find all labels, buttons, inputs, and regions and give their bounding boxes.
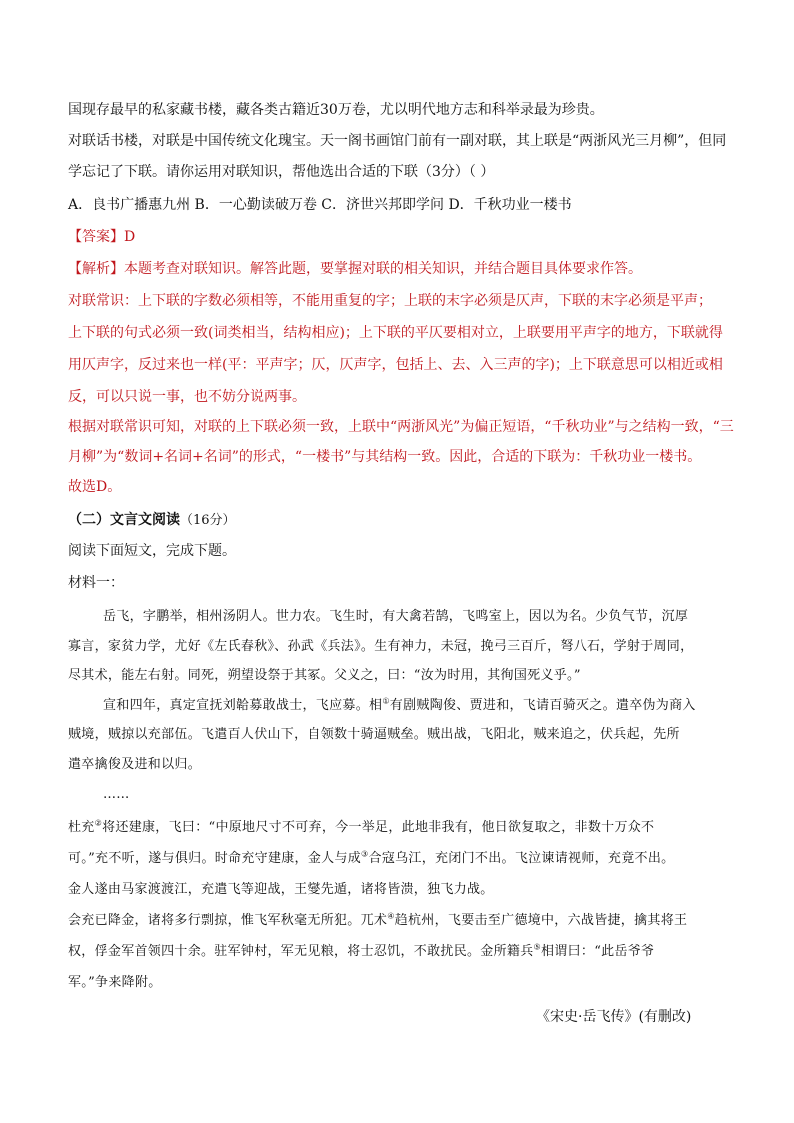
passage-line-3: 尽其术，能左右射。同死，朔望设祭于其冢。父义之，曰：“汝为时用，其徇国死义乎。” [68, 668, 581, 683]
passage-line-12: 军。”争来降附。 [68, 975, 162, 990]
footnote-marker-5: ⑤ [533, 942, 541, 952]
passage-line-10 [68, 912, 687, 930]
passage-text: 相谓曰：“此岳爷爷 [541, 944, 655, 959]
passage-text: 合寇乌江，充闭门不出。飞泣谏请视师，充竟不出。 [368, 851, 675, 866]
footnote-marker-4: ④ [387, 911, 395, 921]
analysis-line-8: 故选D。 [68, 479, 122, 495]
passage-text: 会充已降金，诸将多行剽掠，惟飞军秋毫无所犯。兀术 [68, 913, 388, 928]
passage-line-5: 贼境，贼掠以充部伍。飞遣百人伏山下，自领数十骑逼贼垒。贼出战，飞阳北，贼来追之，伏兵起，先所 [68, 727, 680, 742]
analysis-line-5: 反，可以只说一事，也不妨分说两事。 [68, 389, 306, 405]
analysis-line-4: 用仄声字，反过来也一样(平：平声字；仄，仄声字，包括上、去、入三声的字)；上下联意思可以相近或相 [68, 357, 723, 373]
passage-line-1: 岳飞，字鹏举，相州汤阴人。世力农。飞生时，有大禽若鹄，飞鸣室上，因以为名。少负气节，沉厚 [103, 609, 689, 624]
footnote-marker-3: ③ [361, 849, 369, 859]
question-line-2: 学忘记了下联。请你运用对联知识，帮他选出合适的下联（3分）（ ） [68, 164, 495, 180]
ellipsis: …… [103, 787, 130, 802]
passage-line-7 [68, 819, 654, 837]
passage-text: 宣和四年，真定宣抚刘韐募敢战士，飞应募。相 [103, 698, 383, 713]
passage-text: 权，俘金军首领四十余。驻军钟村，军无见粮，将士忍饥，不敢扰民。金所籍兵 [68, 944, 534, 959]
passage-text: 可。”充不听，遂与俱归。时命充守建康，金人与成 [68, 851, 362, 866]
passage-line-9: 金人遂由马家渡渡江，充遣飞等迎战，王燮先遁，诸将皆溃，独飞力战。 [68, 882, 494, 897]
section-heading [68, 511, 236, 530]
passage-line-2: 寡言，家贫力学，尤好《左氏春秋》、孙武《兵法》。生有神力，未冠，挽弓三百斤，弩八石，学射于周同， [68, 639, 694, 654]
analysis-line-1: 【解析】本题考查对联知识。解答此题，要掌握对联的相关知识，并结合题目具体要求作答。 [68, 261, 642, 277]
answer-options: A．良书广播惠九州 B．一心勤读破万卷 C．济世兴邦即学问 D．千秋功业一楼书 [68, 197, 572, 213]
passage-line-6: 遣卒擒俊及进和以归。 [68, 757, 202, 772]
footnote-marker-1: ① [382, 696, 390, 706]
source-citation: 《宋史·岳飞传》(有删改) [536, 1009, 692, 1025]
footnote-marker-2: ② [94, 818, 103, 828]
section-score: （16分） [180, 513, 236, 528]
passage-line-4 [103, 697, 696, 715]
passage-text: 趋杭州，飞要击至广德境中，六战皆捷，擒其将王 [394, 913, 688, 928]
analysis-line-6: 根据对联常识可知，对联的上下联必须一致，上联中“两浙风光”为偏正短语，“千秋功业”与之结构一致，“三 [68, 419, 734, 435]
passage-text: 将还建康，飞曰：“中原地尺寸不可弃，今一举足，此地非我有，他日欲复取之，非数十万众不 [102, 820, 655, 835]
material-label: 材料一： [68, 575, 124, 591]
passage-line-8 [68, 850, 674, 868]
answer-label: 【答案】D [68, 229, 136, 245]
passage-intro-line: 国现存最早的私家藏书楼，藏各类古籍近30万卷，尤以明代地方志和科举录最为珍贵。 [68, 102, 604, 118]
passage-text: 有剧贼陶俊、贾进和，飞请百骑灭之。遣卒伪为商入 [389, 698, 696, 713]
analysis-line-7: 月柳”为“数词+名词+名词”的形式，“一楼书”与其结构一致。因此，合适的下联为：千秋功业一楼书。 [68, 449, 702, 465]
analysis-line-2: 对联常识：上下联的字数必须相等，不能用重复的字；上联的末字必须是仄声，下联的末字必须是平声； [68, 293, 712, 309]
passage-text: 杜充 [68, 820, 95, 835]
passage-line-11 [68, 943, 654, 961]
question-line-1: 对联话书楼，对联是中国传统文化瑰宝。天一阁书画馆门前有一副对联，其上联是“两浙风光三月柳”，但同 [68, 133, 727, 149]
instruction-line: 阅读下面短文，完成下题。 [68, 543, 236, 559]
analysis-line-3: 上下联的句式必须一致(词类相当，结构相应)；上下联的平仄要相对立，上联要用平声字的地方，下联就得 [68, 325, 723, 341]
section-title: （二）文言文阅读 [68, 512, 180, 528]
